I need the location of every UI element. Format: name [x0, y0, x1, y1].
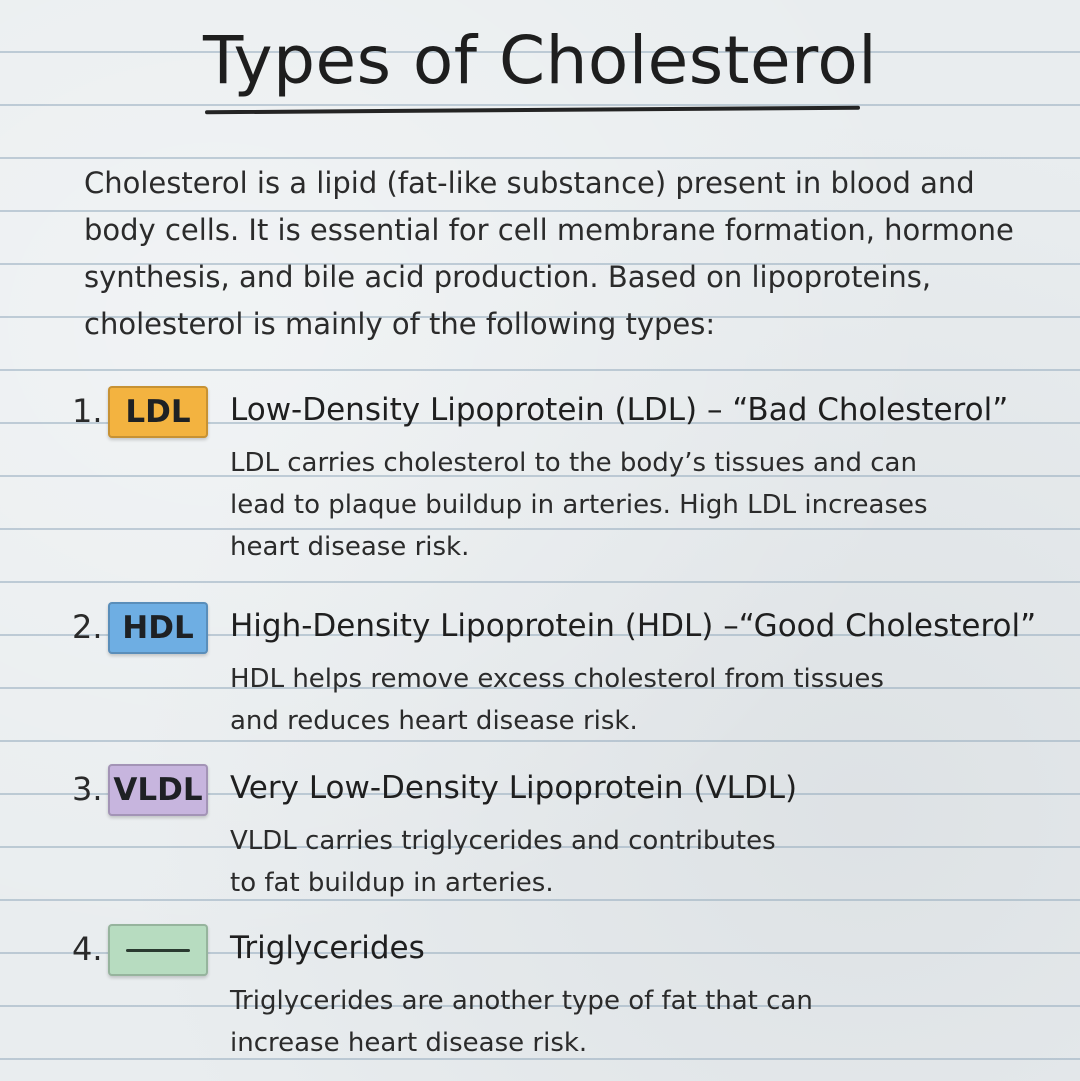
item-heading: High-Density Lipoprotein (HDL) –“Good Cholesterol”: [230, 608, 1037, 644]
intro-line: synthesis, and bile acid production. Based on lipoproteins,: [84, 260, 932, 294]
item-description: [230, 820, 776, 904]
description-line: LDL carries cholesterol to the body’s tissues and can: [230, 448, 917, 478]
intro-line: Cholesterol is a lipid (fat-like substance) present in blood and: [84, 166, 975, 200]
description-line: HDL helps remove excess cholesterol from tissues: [230, 664, 884, 694]
description-line: lead to plaque buildup in arteries. High LDL increases: [230, 490, 928, 520]
item-description: [230, 442, 928, 568]
description-line: and reduces heart disease risk.: [230, 706, 638, 736]
item-heading: Low-Density Lipoprotein (LDL) – “Bad Cholesterol”: [230, 392, 1009, 428]
triglycerides-badge: [108, 924, 208, 976]
item-description: [230, 658, 884, 742]
item-heading: Very Low-Density Lipoprotein (VLDL): [230, 770, 798, 806]
item-number: 3.: [72, 770, 103, 808]
vldl-badge: VLDL: [108, 764, 208, 816]
hdl-badge: HDL: [108, 602, 208, 654]
item-description: [230, 980, 813, 1064]
description-line: heart disease risk.: [230, 532, 470, 562]
description-line: to fat buildup in arteries.: [230, 868, 554, 898]
description-line: increase heart disease risk.: [230, 1028, 588, 1058]
intro-paragraph: [84, 160, 1014, 348]
item-number: 2.: [72, 608, 103, 646]
intro-line: body cells. It is essential for cell membrane formation, hormone: [84, 213, 1014, 247]
ldl-badge: LDL: [108, 386, 208, 438]
item-number: 4.: [72, 930, 103, 968]
page-title: Types of Cholesterol: [202, 22, 878, 99]
item-number: 1.: [72, 392, 103, 430]
intro-line: cholesterol is mainly of the following types:: [84, 307, 716, 341]
title-underline: [205, 106, 860, 115]
description-line: VLDL carries triglycerides and contributes: [230, 826, 776, 856]
description-line: Triglycerides are another type of fat that can: [230, 986, 813, 1016]
item-heading: Triglycerides: [230, 930, 425, 966]
dash-mark: [126, 949, 190, 952]
